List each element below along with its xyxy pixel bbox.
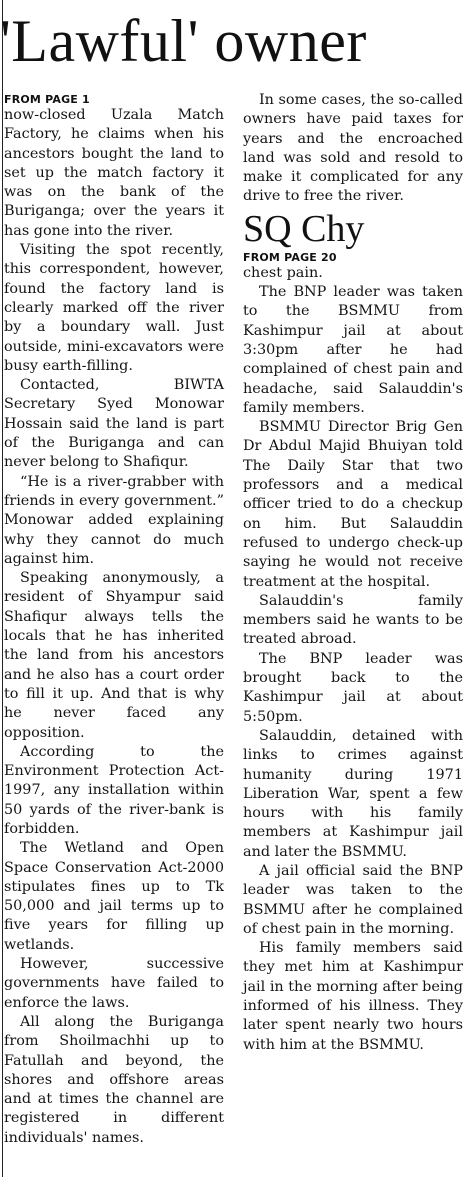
article-paragraph: The Wetland and Open Space Conservation Act-2000 stipulates fines up to Tk 50,000 and jail terms up to five years for filling up wetlands. bbox=[4, 840, 224, 953]
article-headline-sq-chy: SQ Chy bbox=[243, 207, 365, 250]
article-kicker: FROM PAGE 20 bbox=[243, 250, 337, 264]
article-paragraph: Salauddin, detained with links to crimes against humanity during 1971 Liberation War, spent a few hours with his family members at Kashimpur jail and later the BSMMU. bbox=[243, 727, 463, 860]
article-paragraph: All along the Buriganga from Shoilmachhi up to Fatullah and beyond, the shores and offshore areas and at times the channel are registered in different individuals' names. bbox=[4, 1013, 224, 1146]
article-headline-lawful-owner: 'Lawful' owner bbox=[0, 8, 367, 74]
article-paragraph: now-closed Uzala Match Factory, he claims when his ancestors bought the land to set up the match factory it was on the bank of the Buriganga; over the years it has gone into the river. bbox=[4, 107, 224, 239]
article-paragraph: A jail official said the BNP leader was taken to the BSMMU after he complained of chest pain in the morning. bbox=[243, 862, 463, 937]
column-rule bbox=[2, 0, 3, 1177]
article-paragraph: The BNP leader was brought back to the Kashimpur jail at about 5:50pm. bbox=[243, 650, 463, 725]
article-paragraph: chest pain. bbox=[243, 264, 323, 281]
article-paragraph: “He is a river-grabber with friends in every government.” Monowar added explaining why they cannot do much against him. bbox=[4, 473, 224, 567]
article-paragraph: The BNP leader was taken to the BSMMU from Kashimpur jail at about 3:30pm after he had complained of chest pain and headache, said Salauddin's family members. bbox=[243, 284, 463, 416]
article-paragraph: Speaking anonymously, a resident of Shyampur said Shafiqur always tells the locals that he has inherited the land from his ancestors and he also has a court order to fill it up. And that is why he never faced any opposition. bbox=[4, 570, 224, 741]
article-column-left bbox=[4, 93, 224, 1148]
article-kicker: FROM PAGE 1 bbox=[4, 93, 90, 106]
article-column-right bbox=[243, 91, 463, 1055]
article-paragraph: BSMMU Director Brig Gen Dr Abdul Majid Bhuiyan told The Daily Star that two professors and a medical officer tried to do a checkup on him. But Salauddin refused to undergo check-up saying he would not receive treatment at the hospital. bbox=[243, 419, 463, 590]
article-paragraph: Contacted, BIWTA Secretary Syed Monowar Hossain said the land is part of the Buriganga and can never belong to Shafiqur. bbox=[4, 377, 224, 471]
article-paragraph: According to the Environment Protection Act-1997, any installation within 50 yards of the river-bank is forbidden. bbox=[4, 743, 224, 837]
article-paragraph: His family members said they met him at Kashimpur jail in the morning after being informed of his illness. They later spent nearly two hours with him at the BSMMU. bbox=[243, 940, 463, 1053]
article-paragraph: In some cases, the so-called owners have paid taxes for years and the encroached land was sold and resold to make it complicated for any drive to free the river. bbox=[243, 92, 464, 205]
article-paragraph: However, successive governments have failed to enforce the laws. bbox=[4, 956, 224, 1011]
article-paragraph: Salauddin's family members said he wants to be treated abroad. bbox=[243, 592, 463, 648]
article-paragraph: Visiting the spot recently, this correspondent, however, found the factory land is clearly marked off the river by a boundary wall. Just outside, mini-excavators were busy earth-filling. bbox=[4, 242, 224, 374]
